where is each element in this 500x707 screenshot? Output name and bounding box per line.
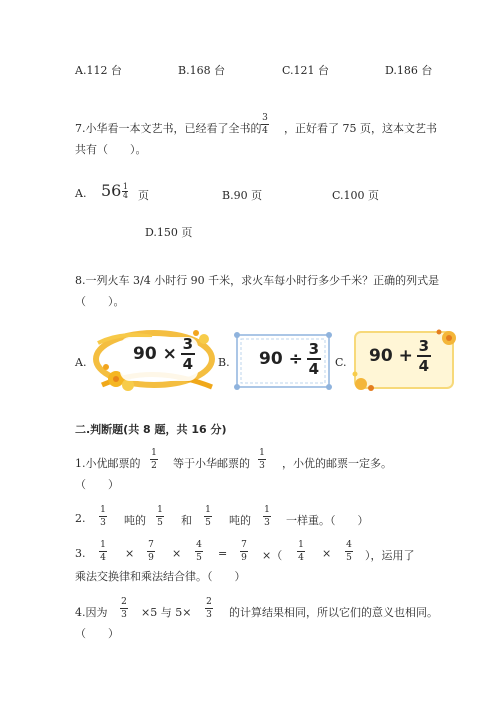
q8-line2: （ ）。 — [75, 295, 125, 308]
j2-number: 2. — [75, 512, 86, 525]
j1-text-c: ，小优的邮票一定多。 — [282, 457, 392, 470]
section2-title: 二.判断题(共 8 题，共 16 分) — [75, 423, 227, 436]
j2-fraction-2: 1 5 — [157, 505, 163, 528]
j2-text-b: 吨的 — [124, 514, 146, 527]
j3-fraction-6: 4 5 — [346, 540, 352, 563]
q8-option-a-expression: 90 × 3 4 — [133, 335, 194, 373]
j3-tail: ），运用了 — [365, 549, 415, 562]
q8-option-b-label: B. — [218, 356, 230, 369]
j3-times-2: × — [172, 547, 182, 560]
j3-fraction-5: 1 4 — [298, 540, 304, 563]
q8-option-c-label: C. — [335, 356, 347, 369]
j2-text-d: 吨的 — [229, 514, 251, 527]
q6-option-b: B.168 台 — [178, 64, 226, 77]
q7-option-a-label: A. — [75, 187, 87, 200]
q7-option-a-unit: 页 — [138, 189, 149, 202]
q8-option-a-label: A. — [75, 356, 87, 369]
q7-option-d: D.150 页 — [145, 226, 193, 239]
q6-option-c: C.121 台 — [282, 64, 330, 77]
j1-fraction-2: 1 3 — [259, 448, 265, 471]
j2-fraction-4: 1 3 — [264, 505, 270, 528]
j2-text-c: 和 — [181, 514, 192, 527]
j3-times-1: × — [125, 547, 135, 560]
j2-fraction-3: 1 5 — [205, 505, 211, 528]
q6-option-d: D.186 台 — [385, 64, 433, 77]
j3-equals: = — [218, 547, 228, 560]
j4-text-a: 4.因为 — [75, 606, 108, 619]
j3-fraction-4: 7 9 — [241, 540, 247, 563]
q7-line2: 共有（ ）。 — [75, 143, 147, 156]
j2-fraction-1: 1 3 — [100, 505, 106, 528]
q7-option-a-mixed-number: 56 $\frac{1}{4}$ — [101, 181, 128, 200]
q8-option-b-expression: 90 ÷ 3 4 — [259, 340, 320, 378]
j4-fraction-1: 2 3 — [121, 597, 127, 620]
q8-option-c-expression: 90 + 3 4 — [369, 337, 430, 375]
j3-number: 3. — [75, 547, 86, 560]
j3-line2: 乘法交换律和乘法结合律。（ ） — [75, 570, 246, 583]
q7-fraction: 3 4 — [262, 113, 268, 136]
j4-text-c: 的计算结果相同，所以它们的意义也相同。 — [229, 606, 438, 619]
q7-text-after: ，正好看了 75 页，这本文艺书 — [284, 122, 437, 135]
q7-option-b: B.90 页 — [222, 189, 263, 202]
j3-times-paren: ×（ — [262, 549, 283, 562]
q7-option-c: C.100 页 — [332, 189, 380, 202]
j3-fraction-3: 4 5 — [196, 540, 202, 563]
j1-answer-paren: （ ） — [75, 478, 119, 491]
j4-answer-paren: （ ） — [75, 627, 119, 640]
j4-text-b: ×5 与 5× — [141, 606, 192, 619]
j1-text-a: 1.小优邮票的 — [75, 457, 141, 470]
q6-option-a: A.112 台 — [75, 64, 122, 77]
q8-line1: 8.一列火车 3/4 小时行 90 千米，求火车每小时行多少千米？正确的列式是 — [75, 274, 440, 287]
j3-fraction-1: 1 4 — [100, 540, 106, 563]
j2-text-e: 一样重。（ ） — [286, 514, 369, 527]
j4-fraction-2: 2 3 — [206, 597, 212, 620]
j1-text-b: 等于小华邮票的 — [173, 457, 250, 470]
j3-times-4: × — [322, 547, 332, 560]
q7-text-before: 7.小华看一本文艺书，已经看了全书的 — [75, 122, 262, 135]
j1-fraction-1: 1 2 — [151, 448, 157, 471]
j3-fraction-2: 7 9 — [148, 540, 154, 563]
